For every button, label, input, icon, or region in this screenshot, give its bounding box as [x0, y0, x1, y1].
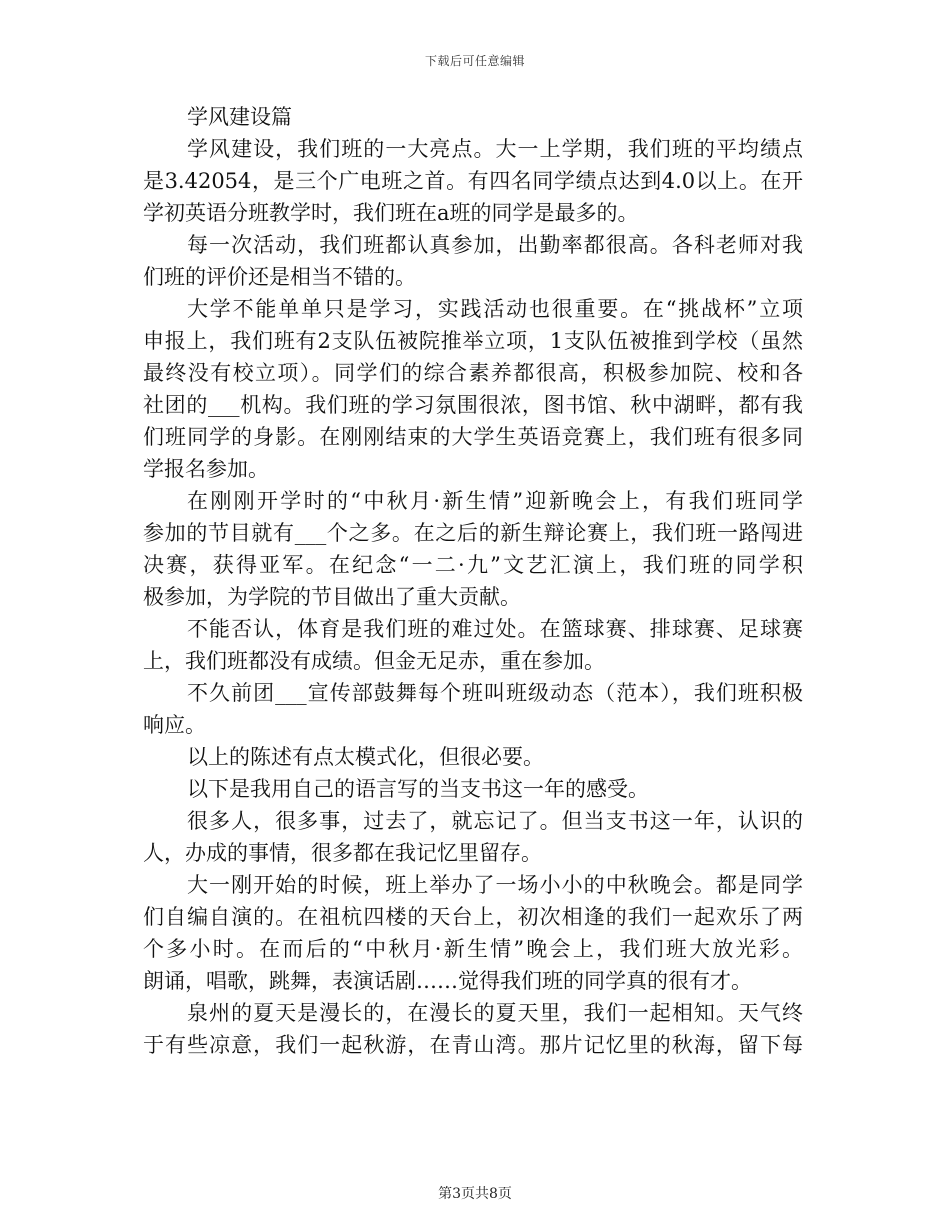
- paragraph-line: 以上的陈述有点太模式化，但很必要。: [187, 745, 544, 769]
- paragraph-line: 个多小时。在而后的“中秋月·新生情”晚会上，我们班大放光彩。: [143, 937, 803, 961]
- paragraph-line: 决赛，获得亚军。在纪念“一二·九”文艺汇演上，我们班的同学积: [143, 553, 803, 577]
- paragraph-line: 人，办成的事情，很多都在我记忆里留存。: [143, 841, 542, 865]
- paragraph-line: 上，我们班都没有成绩。但金无足赤，重在参加。: [143, 649, 605, 673]
- paragraph-line: 学报名参加。: [143, 457, 269, 481]
- paragraph-line: 们自编自演的。在祖杭四楼的天台上，初次相逢的我们一起欢乐了两: [143, 905, 803, 929]
- paragraph-line: 于有些凉意，我们一起秋游，在青山湾。那片记忆里的秋海，留下每: [143, 1033, 803, 1057]
- paragraph-line: 泉州的夏天是漫长的，在漫长的夏天里，我们一起相知。天气终: [187, 1001, 803, 1025]
- paragraph-line: 学初英语分班教学时，我们班在a班的同学是最多的。: [143, 201, 639, 225]
- paragraph-line: 不久前团___宣传部鼓舞每个班叫班级动态（范本），我们班积极: [187, 681, 803, 705]
- page-header: 下载后可任意编辑: [424, 54, 525, 68]
- page-number: 第3页共8页: [438, 1186, 512, 1202]
- paragraph-line: 参加的节目就有___个之多。在之后的新生辩论赛上，我们班一路闯进: [143, 521, 803, 545]
- paragraph-line: 申报上，我们班有2支队伍被院推举立项，1支队伍被推到学校（虽然: [143, 329, 803, 353]
- paragraph-line: 在刚刚开学时的“中秋月·新生情”迎新晚会上，有我们班同学: [187, 489, 803, 513]
- paragraph-line: 社团的___机构。我们班的学习氛围很浓，图书馆、秋中湖畔，都有我: [143, 393, 803, 417]
- section-title: 学风建设篇: [187, 105, 292, 129]
- paragraph-line: 学风建设，我们班的一大亮点。大一上学期，我们班的平均绩点: [187, 137, 803, 161]
- paragraph-line: 朗诵，唱歌，跳舞，表演话剧……觉得我们班的同学真的很有才。: [143, 969, 752, 993]
- paragraph-line: 响应。: [143, 713, 206, 737]
- paragraph-line: 很多人，很多事，过去了，就忘记了。但当支书这一年，认识的: [187, 809, 803, 833]
- paragraph-line: 每一次活动，我们班都认真参加，出勤率都很高。各科老师对我: [187, 233, 803, 257]
- paragraph-line: 大学不能单单只是学习，实践活动也很重要。在“挑战杯”立项: [187, 297, 803, 321]
- paragraph-line: 极参加，为学院的节目做出了重大贡献。: [143, 585, 521, 609]
- paragraph-line: 们班的评价还是相当不错的。: [143, 265, 416, 289]
- paragraph-line: 是3.42054，是三个广电班之首。有四名同学绩点达到4.0以上。在开: [143, 169, 803, 193]
- paragraph-line: 们班同学的身影。在刚刚结束的大学生英语竞赛上，我们班有很多同: [143, 425, 803, 449]
- paragraph-line: 最终没有校立项）。同学们的综合素养都很高，积极参加院、校和各: [143, 361, 803, 385]
- paragraph-line: 大一刚开始的时候，班上举办了一场小小的中秋晚会。都是同学: [187, 873, 803, 897]
- paragraph-line: 不能否认，体育是我们班的难过处。在篮球赛、排球赛、足球赛: [187, 617, 803, 641]
- paragraph-line: 以下是我用自己的语言写的当支书这一年的感受。: [187, 777, 649, 801]
- document-body: [143, 101, 803, 1061]
